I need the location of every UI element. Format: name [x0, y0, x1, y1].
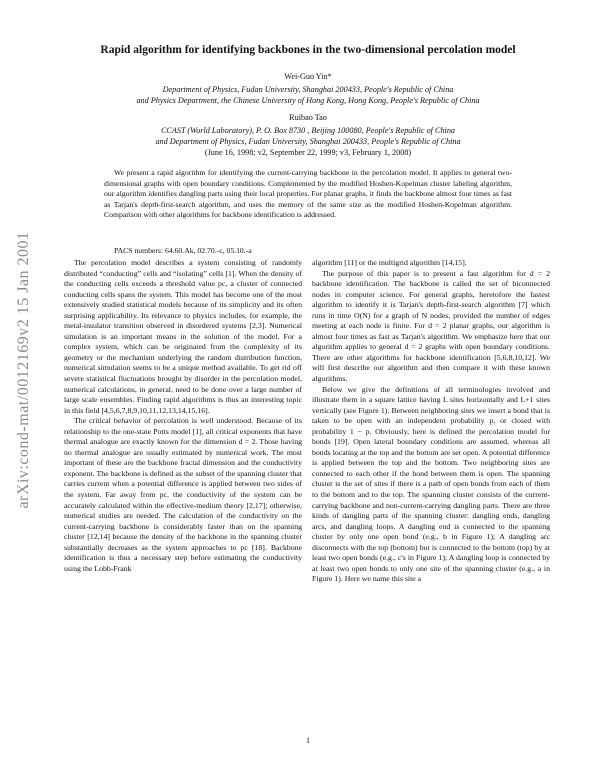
- pacs-numbers: PACS numbers: 64.60.Ak, 02.70.-c, 05.10.-a: [114, 246, 252, 255]
- author-2-name: Ruibao Tao: [289, 113, 327, 122]
- paragraph: The purpose of this paper is to present a fast algorithm for d = 2 backbone identification. The backbone is called the set of biconnected nodes in computer science. For general graphs, heretofore the fastest algorithm to identify it is Tarjan's depth-first-search algorithm [7] which runs in time O(N) for a graph of N nodes, provided the number of edges meeting at each node is finite. For d = 2 planar graphs, our algorithm is almost four times as fast as Tarjan's algorithm. We emphasize here that our algorithm applies to general d = 2 graphs with open boundary conditions. There are other algorithms for backbone identification [5,6,8,10,12]. We will first describe our algorithm and then compare it with these known algorithms.: [312, 268, 550, 384]
- paragraph: The critical behavior of percolation is well understood. Because of its relationship to the one-state Potts model [1], all critical exponents that have thermal analogue are exactly known for the dimension d = 2. Those having no thermal analogue are usually estimated by numerical work. The most important of these are the backbone fractal dimension and the conductivity exponent. The backbone is defined as the subset of the spanning cluster that carries current when a potential difference is applied between two sides of the system. Far away from pc, the conductivity of the system can be accurately calculated within the effective-medium theory [2,17]; otherwise, numerical studies are needed. The calculation of the conductivity on the current-carrying backbone is considerably faster than on the spanning cluster [12,14] because the density of the backbone in the spanning cluster substantially decreases as the system approaches to pc [18]. Backbone identification is thus a necessary step before estimating the conductivity using the Lobb-Frank: [64, 416, 302, 573]
- author-1-affiliation-2: and Physics Department, the Chinese University of Hong Kong, Hong Kong, People's Republic of China: [136, 96, 480, 105]
- page-number: 1: [306, 736, 310, 745]
- author-1-affiliation-1: Department of Physics, Fudan University, Shanghai 200433, People's Republic of China: [162, 85, 454, 94]
- author-1-name: Wei-Guo Yin*: [284, 72, 332, 81]
- paragraph: algorithm [11] or the multigrid algorithm [14,15].: [312, 258, 467, 267]
- paragraph: Below we give the definitions of all terminologies involved and illustrate them in a square lattice having L sites horizontally and L+1 sites vertically (see Figure 1). Between neighboring sites we insert a bond that is taken to be open with an independent probability p, or closed with probability 1 − p. Obviously, here is defined the percolation model for bonds [19]. Open lateral boundary conditions are assumed, whereas all bonds locating at the top and the bottom are set open. A potential difference is applied between the top and the bottom. Two neighboring sites are connected to each other if the bond between them is open. The spanning cluster is the set of sites if there is a path of open bonds from each of them to the bottom and to the top. The spanning cluster consists of the current-carrying backbone and non-current-carrying dangling parts. There are three kinds of dangling parts of the spanning cluster: dangling ends, dangling arcs, and dangling loops. A dangling end is connected to the spanning cluster by only one open bond (e.g., b in Figure 1); A dangling arc disconnects with the top (bottom) but is connected to the bottom (top) by at least two open bonds (e.g., c's in Figure 1); A dangling loop is connected by at least two open bonds to only one site of the spanning cluster (e.g., a in Figure 1). Here we name this site a: [312, 384, 550, 584]
- paper-title: Rapid algorithm for identifying backbones in the two-dimensional percolation model: [100, 44, 516, 56]
- revision-dates: (June 16, 1998; v2, September 22, 1999; v3, February 1, 2008): [204, 148, 412, 157]
- right-column: [312, 258, 550, 585]
- left-column: [64, 258, 302, 574]
- arxiv-id: arXiv:cond-mat/0012169v2 15 Jan 2001: [15, 231, 32, 509]
- paragraph: The percolation model describes a system consisting of randomly distributed “conducting” cells and “isolating” cells [1]. When the density of the conducting cells exceeds a threshold value pc, a cluster of connected conducting cells spans the system. This model has become one of the most extensively studied statistical models because of its simplicity and its often surprising applicability. Its relevance to physics includes, for example, the metal-insulator transition observed in disordered systems [2,3]. Numerical simulation is an important means in the solution of the model. For a complex system, which can be originated from the complexity of its geometry or the mechanism underlying the random distribution function, numerical simulation seems to be a unique method available. To get rid off severe statistical fluctuations brought by disorder in the percolation model, numerical calculations, in general, need to be done over a large number of large scale ensembles. Finding rapid algorithms is thus an interesting topic in this field [4,5,6,7,8,9,10,11,12,13,14,15,16].: [64, 258, 302, 415]
- arxiv-side-label: [6, 130, 42, 610]
- author-2-affiliation-1: CCAST (World Laboratory), P. O. Box 8730 , Beijing 100080, People's Republic of China: [160, 126, 456, 135]
- author-2-affiliation-2: and Department of Physics, Fudan University, Shanghai 200433, People's Republic of China: [155, 137, 461, 146]
- abstract: We present a rapid algorithm for identifying the current-carrying backbone in the percolation model. It applies to general two-dimensional graphs with open boundary conditions. Complemented by the modified Hoshen-Kopelman cluster labeling algorithm, our algorithm identifies dangling parts using their local properties. For planar graphs, it finds the backbone almost four times as fast as Tarjan's depth-first-search algorithm, and uses the memory of the same size as the modified Hoshen-Kopelman algorithm. Comparison with other algorithms for backbone identification is addressed.: [104, 168, 512, 220]
